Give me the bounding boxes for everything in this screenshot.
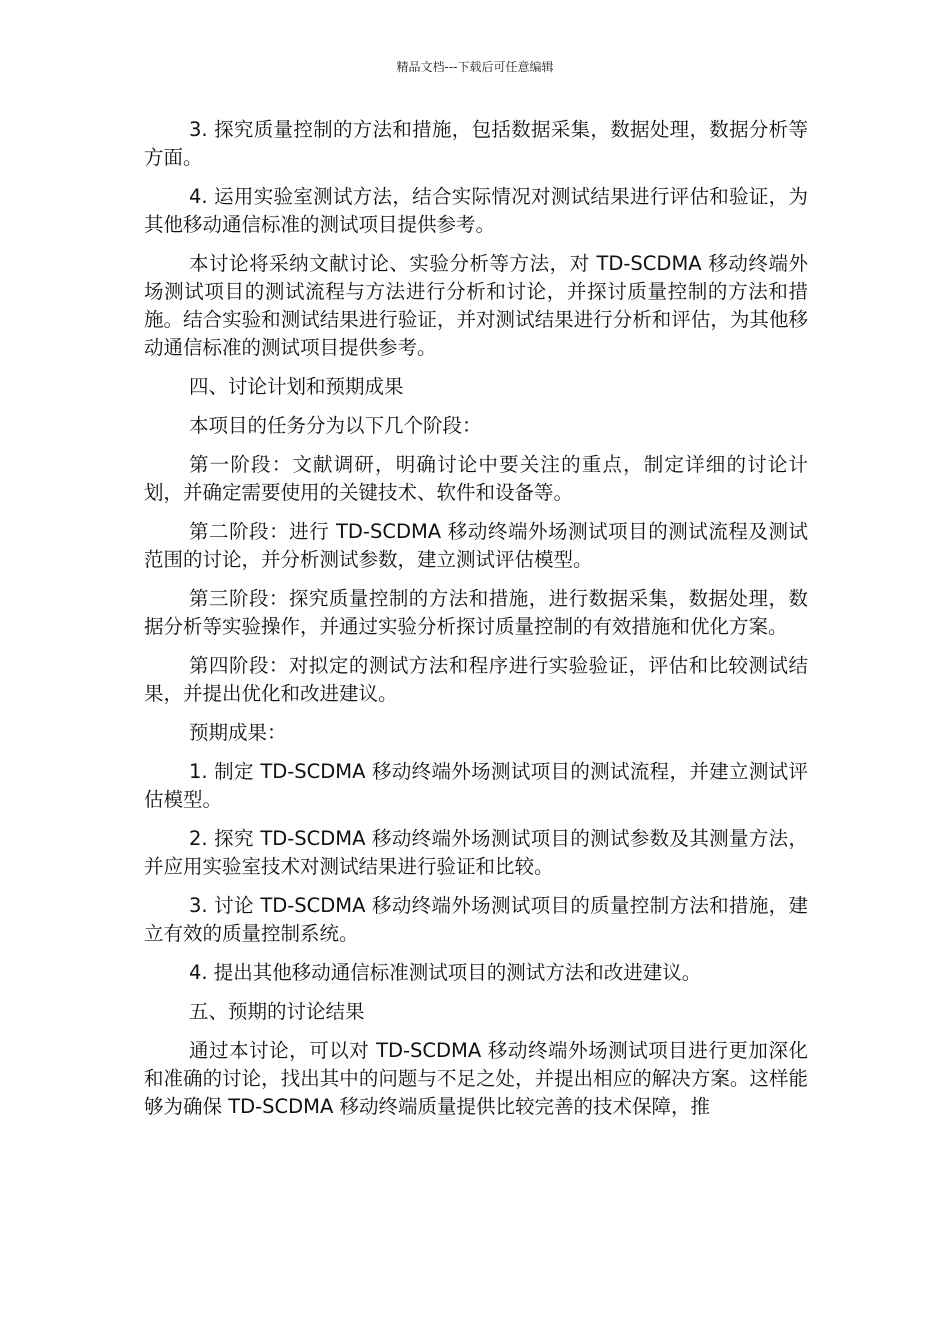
paragraph-stage-1: 第一阶段：文献调研，明确讨论中要关注的重点，制定详细的讨论计划，并确定需要使用的关键技术、软件和设备等。 [144,453,808,504]
paragraph-stage-2: 第二阶段：进行 TD-SCDMA 移动终端外场测试项目的测试流程及测试范围的讨论，并分析测试参数，建立测试评估模型。 [144,520,808,571]
paragraph-outcome-4: 4. 提出其他移动通信标准测试项目的测试方法和改进建议。 [189,961,702,984]
paragraph-stages-intro: 本项目的任务分为以下几个阶段： [189,414,482,437]
paragraph-objective-4: 4. 运用实验室测试方法，结合实际情况对测试结果进行评估和验证，为其他移动通信标准的测试项目提供参考。 [144,185,808,236]
section-heading-plan: 四、讨论计划和预期成果 [189,375,404,398]
paragraph-outcome-3: 3. 讨论 TD-SCDMA 移动终端外场测试项目的质量控制方法和措施，建立有效的质量控制系统。 [144,894,808,945]
paragraph-outcome-1: 1. 制定 TD-SCDMA 移动终端外场测试项目的测试流程，并建立测试评估模型。 [144,760,808,811]
paragraph-expected-label: 预期成果： [189,721,287,744]
paragraph-stage-4: 第四阶段：对拟定的测试方法和程序进行实验验证，评估和比较测试结果，并提出优化和改进建议。 [144,654,808,705]
paragraph-objective-3: 3. 探究质量控制的方法和措施，包括数据采集，数据处理，数据分析等方面。 [144,118,808,169]
section-heading-results: 五、预期的讨论结果 [189,1000,365,1023]
paragraph-results: 通过本讨论，可以对 TD-SCDMA 移动终端外场测试项目进行更加深化和准确的讨论，找出其中的问题与不足之处，并提出相应的解决方案。这样能够为确保 TD-SCDMA 移动终端质量提供比较完善的技术保障，推 [144,1039,808,1118]
page-header: 精品文档---下载后可任意编辑 [396,60,554,74]
paragraph-methods: 本讨论将采纳文献讨论、实验分析等方法，对 TD-SCDMA 移动终端外场测试项目的测试流程与方法进行分析和讨论，并探讨质量控制的方法和措施。结合实验和测试结果进行验证，并对测试结果进行分析和评估，为其他移动通信标准的测试项目提供参考。 [144,252,808,359]
document-body [144,116,808,1132]
paragraph-outcome-2: 2. 探究 TD-SCDMA 移动终端外场测试项目的测试参数及其测量方法，并应用实验室技术对测试结果进行验证和比较。 [144,827,808,878]
paragraph-stage-3: 第三阶段：探究质量控制的方法和措施，进行数据采集，数据处理，数据分析等实验操作，并通过实验分析探讨质量控制的有效措施和优化方案。 [144,587,808,638]
